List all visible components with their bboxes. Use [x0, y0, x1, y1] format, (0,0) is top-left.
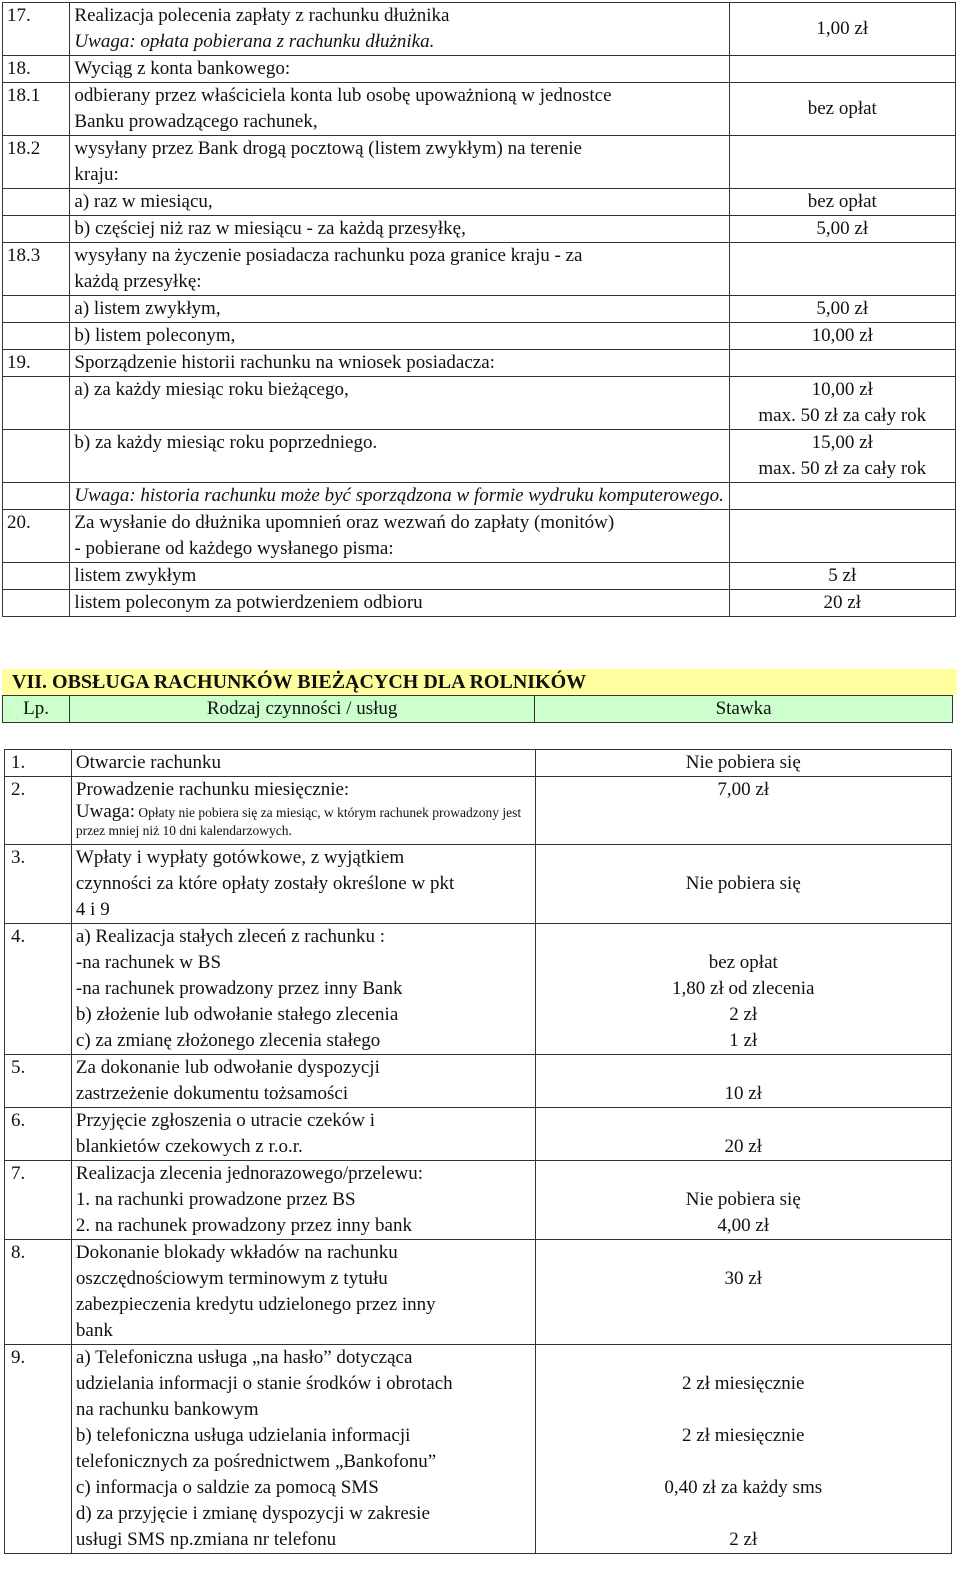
row-number: 3. [5, 845, 72, 924]
row-price [535, 1055, 952, 1108]
table-row [3, 323, 956, 350]
desc-line: zabezpieczenia kredytu udzielonego przez inny [75, 1294, 436, 1315]
price-line: 15,00 zł [811, 432, 873, 453]
price-line: 30 zł [724, 1268, 762, 1289]
price-line: 4,00 zł [717, 1215, 770, 1236]
row-number: 18. [3, 56, 70, 83]
row-number: 19. [3, 350, 70, 377]
table-row [3, 430, 956, 483]
desc-line: telefonicznych za pośrednictwem „Bankofonu” [75, 1451, 437, 1472]
row-price [729, 189, 955, 216]
desc-line: - pobierane od każdego wysłanego pisma: [74, 538, 394, 559]
table-row [5, 777, 952, 845]
desc-line: Wyciąg z konta bankowego: [74, 58, 291, 79]
price-line: 2 zł [729, 1004, 758, 1025]
row-number [3, 563, 70, 590]
row-description [71, 1345, 535, 1554]
row-price [535, 1108, 952, 1161]
desc-line: -na rachunek w BS [75, 952, 222, 973]
row-note [74, 483, 724, 509]
desc-line: Dokonanie blokady wkładów na rachunku [75, 1242, 398, 1263]
price-line: 2 zł [729, 1529, 758, 1550]
table-row [3, 216, 956, 243]
desc-line: Przyjęcie zgłoszenia o utracie czeków i [75, 1110, 376, 1131]
price-line: max. 50 zł za cały rok [758, 405, 927, 426]
price-line: bez opłat [807, 98, 877, 119]
table-row [3, 3, 956, 56]
row-price [729, 243, 955, 296]
row-description [70, 350, 729, 377]
desc-line: listem poleconym za potwierdzeniem odbioru [74, 592, 423, 613]
desc-line: listem zwykłym [74, 565, 197, 586]
row-number: 1. [5, 750, 72, 777]
price-line: 2 zł miesięcznie [682, 1425, 805, 1446]
table-row [5, 1345, 952, 1554]
note-text: historia rachunku może być sporządzona w formie wydruku komputerowego. [135, 485, 724, 506]
price-line: 2 zł miesięcznie [682, 1373, 805, 1394]
fee-table-upper [2, 2, 956, 617]
row-price [729, 430, 955, 483]
row-price [729, 590, 955, 617]
price-line: 10,00 zł [811, 325, 873, 346]
row-description [70, 3, 729, 56]
row-price [729, 296, 955, 323]
row-number: 18.3 [3, 243, 70, 296]
row-price [535, 1345, 952, 1554]
desc-line: wysyłany na życzenie posiadacza rachunku poza granice kraju - za [74, 245, 583, 266]
price-line: 5 zł [828, 565, 857, 586]
row-price [729, 3, 955, 56]
desc-line: b) listem poleconym, [74, 325, 236, 346]
row-note [76, 803, 531, 844]
price-line: 10 zł [724, 1083, 762, 1104]
desc-line: b) telefoniczna usługa udzielania informacji [75, 1425, 411, 1446]
row-description [70, 56, 729, 83]
table-row [3, 56, 956, 83]
row-price [729, 483, 955, 510]
row-price [729, 56, 955, 83]
table-row [3, 590, 956, 617]
row-description [70, 377, 729, 430]
desc-line: usługi SMS np.zmiana nr telefonu [75, 1529, 337, 1550]
fee-table-rolnicy [4, 749, 952, 1554]
price-line: 1,00 zł [816, 18, 869, 39]
row-price [729, 350, 955, 377]
desc-line: udzielania informacji o stanie środków i obrotach [75, 1373, 453, 1394]
desc-line: a) Telefoniczna usługa „na hasło” dotycząca [75, 1347, 413, 1368]
row-number: 2. [5, 777, 72, 845]
desc-line: Realizacja polecenia zapłaty z rachunku dłużnika [74, 5, 450, 26]
price-line: 5,00 zł [816, 218, 869, 239]
row-description [70, 189, 729, 216]
row-number [3, 483, 70, 510]
desc-line: a) Realizacja stałych zleceń z rachunku : [75, 926, 386, 947]
row-description [70, 563, 729, 590]
row-price: 7,00 zł [535, 777, 952, 845]
desc-line: c) informacja o saldzie za pomocą SMS [75, 1477, 379, 1498]
table-row [3, 296, 956, 323]
desc-line: wysyłany przez Bank drogą pocztową (listem zwykłym) na terenie [74, 138, 582, 159]
table-row [5, 1108, 952, 1161]
price-line: 20 zł [823, 592, 862, 613]
row-description [71, 1108, 535, 1161]
row-number [3, 430, 70, 483]
row-description [70, 216, 729, 243]
row-price [535, 1161, 952, 1240]
row-price [729, 323, 955, 350]
row-number: 5. [5, 1055, 72, 1108]
desc-line: 1. na rachunki prowadzone przez BS [75, 1189, 356, 1210]
note-label: Uwaga: [74, 31, 136, 52]
row-description [70, 483, 729, 510]
row-price [729, 510, 955, 563]
desc-line: d) za przyjęcie i zmianę dyspozycji w zakresie [75, 1503, 430, 1524]
row-number [3, 590, 70, 617]
desc-line: czynności za które opłaty zostały określone w pkt [75, 873, 455, 894]
table-row [5, 1055, 952, 1108]
table-row [3, 350, 956, 377]
desc-line: zastrzeżenie dokumentu tożsamości [75, 1083, 349, 1104]
row-description [71, 1240, 535, 1345]
desc-line: a) za każdy miesiąc roku bieżącego, [74, 379, 349, 400]
desc-line: Wpłaty i wypłaty gotówkowe, z wyjątkiem [75, 847, 405, 868]
table-row [3, 83, 956, 136]
row-description [71, 1055, 535, 1108]
price-line: bez opłat [807, 191, 877, 212]
row-description [71, 777, 535, 845]
col-lp: Lp. [3, 696, 70, 723]
table-row [5, 1240, 952, 1345]
desc-line: Banku prowadzącego rachunek, [74, 111, 318, 132]
row-description [70, 296, 729, 323]
desc-line: -na rachunek prowadzony przez inny Bank [75, 978, 403, 999]
desc-line: Prowadzenie rachunku miesięcznie: [75, 779, 350, 800]
table-row [3, 510, 956, 563]
desc-line: każdą przesyłkę: [74, 271, 202, 292]
row-number: 7. [5, 1161, 72, 1240]
desc-line: Realizacja zlecenia jednorazowego/przelewu: [75, 1163, 423, 1184]
table-row [3, 483, 956, 510]
desc-line: c) za zmianę złożonego zlecenia stałego [75, 1030, 381, 1051]
price-line: max. 50 zł za cały rok [758, 458, 927, 479]
row-description [70, 83, 729, 136]
row-number: 18.2 [3, 136, 70, 189]
desc-line: a) listem zwykłym, [74, 298, 221, 319]
row-number [3, 323, 70, 350]
row-price: Nie pobiera się [535, 750, 952, 777]
row-number [3, 216, 70, 243]
desc-line: kraju: [74, 164, 119, 185]
desc-line: Sporządzenie historii rachunku na wniosek posiadacza: [74, 352, 495, 373]
desc-line: b) złożenie lub odwołanie stałego zlecenia [75, 1004, 399, 1025]
row-description [71, 924, 535, 1055]
col-desc: Rodzaj czynności / usług [70, 696, 535, 723]
row-price [729, 136, 955, 189]
row-price [729, 83, 955, 136]
table-row [3, 189, 956, 216]
note-text: opłata pobierana z rachunku dłużnika. [135, 31, 435, 52]
row-number: 18.1 [3, 83, 70, 136]
desc-line: b) częściej niż raz w miesiącu - za każdą przesyłkę, [74, 218, 466, 239]
desc-line: a) raz w miesiącu, [74, 191, 213, 212]
row-description [70, 323, 729, 350]
price-line: 0,40 zł za każdy sms [664, 1477, 823, 1498]
section-title: VII. OBSŁUGA RACHUNKÓW BIEŻĄCYCH DLA ROLNIKÓW [2, 669, 957, 695]
row-description [70, 510, 729, 563]
price-line: 20 zł [724, 1136, 762, 1157]
row-description [71, 845, 535, 924]
price-line: 5,00 zł [816, 298, 869, 319]
row-number: 17. [3, 3, 70, 56]
row-number: 4. [5, 924, 72, 1055]
column-header-row [2, 695, 953, 723]
col-rate: Stawka [535, 696, 953, 723]
row-price [535, 924, 952, 1055]
row-number [3, 296, 70, 323]
row-description [70, 243, 729, 296]
price-line: 1,80 zł od zlecenia [672, 978, 815, 999]
row-number [3, 377, 70, 430]
row-description: Otwarcie rachunku [71, 750, 535, 777]
table-row [3, 563, 956, 590]
row-note [74, 29, 724, 55]
table-row [3, 136, 956, 189]
row-number [3, 189, 70, 216]
table-row [3, 377, 956, 430]
price-line: 10,00 zł [811, 379, 873, 400]
desc-line: Za dokonanie lub odwołanie dyspozycji [75, 1057, 380, 1078]
row-description [70, 430, 729, 483]
note-label: Uwaga: [74, 485, 136, 506]
row-price [535, 1240, 952, 1345]
table-row [5, 750, 952, 777]
table-row [5, 1161, 952, 1240]
row-description [71, 1161, 535, 1240]
row-description [70, 136, 729, 189]
row-price: Nie pobiera się [535, 845, 952, 924]
desc-line: 4 i 9 [75, 899, 110, 920]
note-label: Uwaga: [75, 801, 136, 822]
desc-line: bank [75, 1320, 113, 1341]
note-text: Opłaty nie pobiera się za miesiąc, w którym rachunek prowadzony jest przez mniej niż 10 dni kalendarzowych. [75, 805, 522, 838]
desc-line: b) za każdy miesiąc roku poprzedniego. [74, 432, 378, 453]
table-row [3, 243, 956, 296]
row-number: 8. [5, 1240, 72, 1345]
table-row [5, 924, 952, 1055]
desc-line: odbierany przez właściciela konta lub osobę upoważnioną w jednostce [74, 85, 612, 106]
desc-line: 2. na rachunek prowadzony przez inny bank [75, 1215, 412, 1236]
desc-line: Za wysłanie do dłużnika upomnień oraz wezwań do zapłaty (monitów) [74, 512, 615, 533]
price-line: 1 zł [729, 1030, 758, 1051]
row-number: 9. [5, 1345, 72, 1554]
row-description [70, 590, 729, 617]
desc-line: blankietów czekowych z r.o.r. [75, 1136, 303, 1157]
row-price [729, 563, 955, 590]
desc-line: oszczędnościowym terminowym z tytułu [75, 1268, 388, 1289]
row-price [729, 377, 955, 430]
table-row [5, 845, 952, 924]
price-line: bez opłat [708, 952, 778, 973]
row-price [729, 216, 955, 243]
row-number: 20. [3, 510, 70, 563]
price-line: Nie pobiera się [685, 1189, 801, 1210]
desc-line: na rachunku bankowym [75, 1399, 259, 1420]
row-number: 6. [5, 1108, 72, 1161]
